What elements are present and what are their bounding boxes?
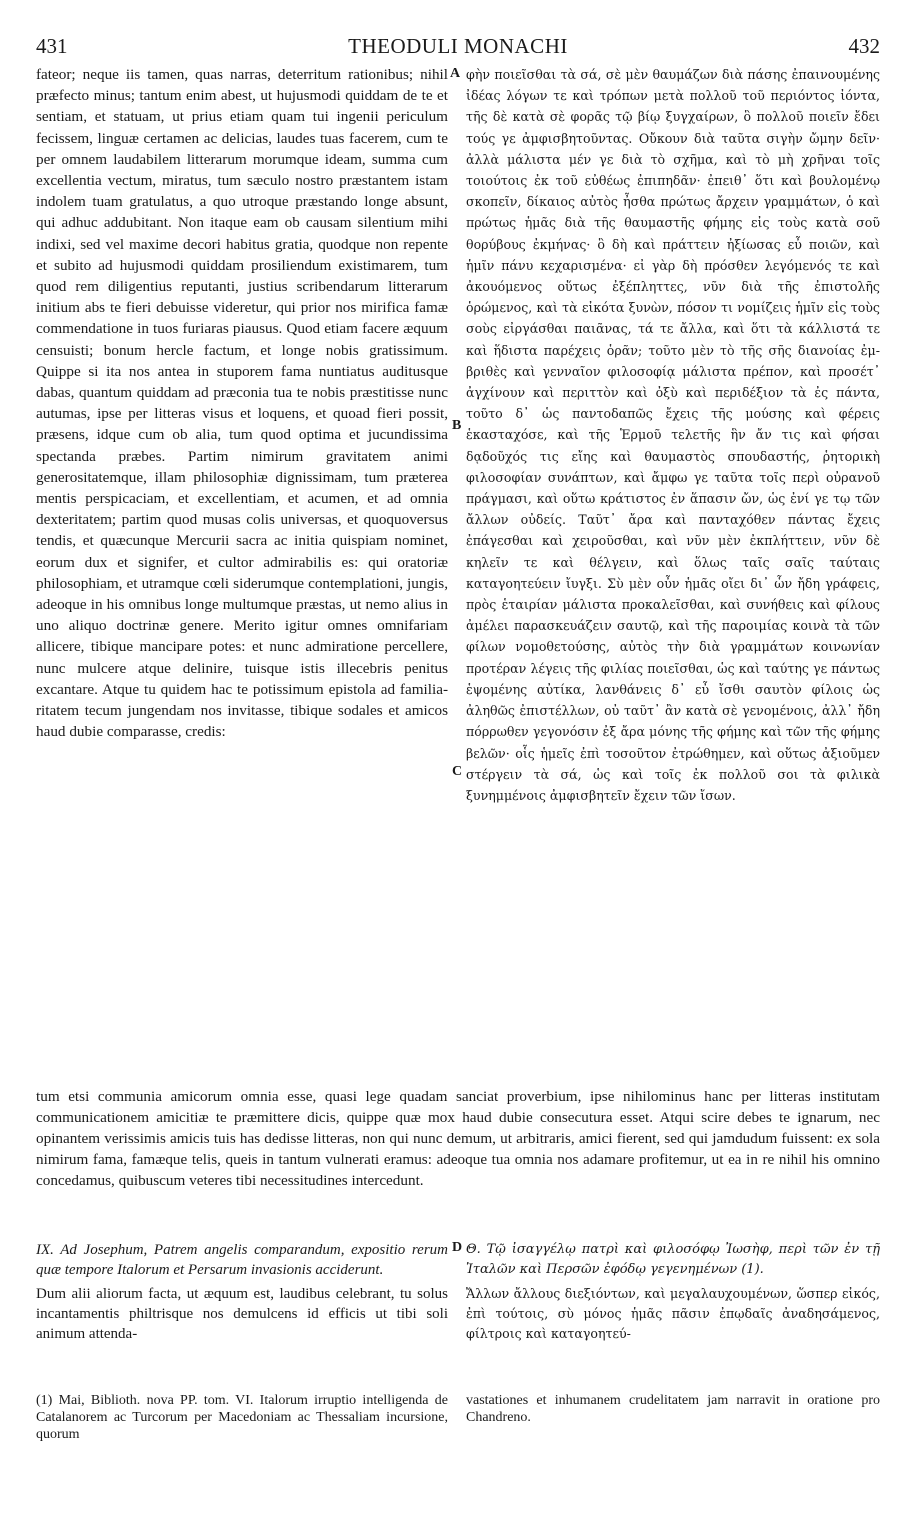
full-width-text: tum etsi communia amicorum omnia esse, quasi lege quadam sanciat proverbium, ipse nihilominus hanc per litteras institutam communicationem amicitiæ te præmittere dicis, quippe quæ mox haud dubie consecutura esset. Atqui scire debes te ignarum, nec opinantem verissimis amicis tuis has dedisse litteras, non qui nunc demum, ut arbitraris, amici fierent, sed qui jamdudum fuissent: ex sola nimirum fama, famæque telis, queis in tantum vulnerati eramus: adeoque tua omnia nos adamare profitemur, ut ea in re nihil his omnino concedamus, quibuscum veteres tibi necessitudines intercedunt. xyxy=(36,1088,880,1189)
margin-marker-b: B xyxy=(452,418,462,433)
margin-marker-a: A xyxy=(450,66,461,81)
section-ix-latin-heading: IX. Ad Josephum, Patrem angelis comparandum, expositio rerum quæ tempore Italorum et Persarum invasionis acciderunt. xyxy=(36,1242,448,1278)
latin-column-text: fateor; neque iis tamen, quas narras, deterritum rationibus; nihil præfecto minus; tantum enim abest, ut hujusmodi quiddam de te et sentiam, et statuam, ut prius etiam quam tui ingenii periculum fecissem, linguæ certamen ac delicias, laudes tuas facerem, cum te per omnem laudabilem litterarum morumque ideam, summa cum excellentia vectum, miratus, tum sæculo nostro præstantem istam indolem tuam gratulatus, a quo utroque præstando longe absunt, qui adhuc addubitant. Non itaque eam ob causam silentium mihi indixi, sed vel maxime decori habitus gratia, quodque non repente et subito ad hujusmodi quiddam prosiliendum existimarem, tum quod rem diligentius reputanti, justius scribendarum litterarum initium abs te fieri debuisse videretur, qui prior nos mirifica famæ commendatione in tuos furiaras piausus. Quod etiam facere æquum censuisti; bonum hercle factum, et longe nobis gratissimum. Quippe si ita nos antea in stuporem fama nuntiatus auditusque dabas, quantum quiddam ad præconia tua te nobis præstitisse nunc autumas, ipse per litteras visus et loquens, et quoad fieri possit, præsens, idque cum ob alia, tum quod optima et jucundissima spectanda præbes. Partim nimirum gravitatem animi generositatemque, illam philosophiæ dignissimam, tum præterea mentis perspicaciam, et excellentiam, et acumen, et ad omnia dexteritatem; partim quod musas colis universas, et quoquoversus tendis, et quæcunque Mercurii sacra ac initia quispiam nominet, eorum dux et signifer, et cultor admirabilis es: qui oratoriæ philosophiam, et utramque cœli siderumque contemplationi, jungis, adeoque in his omnibus longe multumque præstas, ut nemo alius in uno aliquo doctrinæ genere. Merito igitur omnes omnifariam allicere, tibique mancipare potes: et nunc admiratione percellere, nunc mulcere atque delinire, tuisque istis illecebris penitus excantare. Atque tu quidem hac te potissimum epistola ad familiaritatem tecum jungendam nos invitasse, tibique sodales et amicos haud dubie comparasse, credis: xyxy=(36,66,448,741)
greek-column-text: φὴν ποιεῖσθαι τὰ σά, σὲ μὲν θαυμάζων διὰ πάσης ἐπαινουμένης ἰδέας λόγων τε καὶ τρόπων μετὰ πολλοῦ τοῦ περιόντος ἰόντα, τῆς δὲ κατὰ σὲ φορᾶς τῷ βίῳ ξυγχαίρων, ὃ πολλοῦ ποιεῖν ἔδει τούς γε ἀμφισβητοῦντας. Οὔκουν διὰ ταῦτα σιγὴν ὤμην δεῖν· ἀλλὰ μάλιστα μέν γε διὰ τὸ σχῆμα, καὶ τὸ μὴ χρῆναι τοῖς τοιούτοις ἐκ τοῦ εὐθέως ἐπιπηδᾶν· ἐπειθ᾽ ὅτι καὶ βουλομένῳ σκοπεῖν, δίκαιος αὐτὸς ἦσθα πρώτως ἄρχειν γραμμάτων, ὁ καὶ πρώτως ἡμᾶς διὰ τῆς θαυμαστῆς φήμης εἰς τοὺς κατὰ σοῦ θορύβους ἐκμήνας· ὃ δὴ καὶ πράττειν ἠξίωσας εὖ ποιῶν, καὶ ἡμῖν πάνυ κεχαρισμένα· εἰ γὰρ δὴ πρόσθεν λεγόμενός τε καὶ ἀκουόμενος οὕτως ἐξέπληττες, νῦν διὰ τῆς ἐπιστολῆς ὁρώμενος, καὶ τὰ εἰκότα ξυνὼν, πόσον τι νομίζεις ἡμῖν εἰς τοὺς σοὺς εἰργάσθαι παιᾶνας, τά τε ἄλλα, καὶ ὅτι τὰ κάλλιστά τε καὶ ἥδιστα παρέχεις ὁρᾶν; τοῦτο μὲν τὸ τῆς σῆς διανοίας ἐμβριθὲς καὶ γενναῖον φιλοσοφίᾳ μάλιστα πρέπον, καὶ προσέτ᾽ ἀγχίνουν καὶ περιττὸν καὶ ὀξὺ καὶ περιδέξιον τὰ ἐς πάντα, τοῦτο δ᾽ ὡς παντοδαπῶς ἔχεις τῆς μούσης καὶ φέρεις ἑκασταχόσε, καὶ τῆς Ἑρμοῦ τελετῆς ἣν ἄν τις καὶ φήσαι δᾳδοῦχός τις εἴης καὶ θαυμαστὸς σπουδαστής, ῥητορικὴ φιλοσοφίαν συνάπτων, καὶ ἄμφω γε ταῦτα τοῖς περὶ οὐρανοῦ πράγμασι, καὶ οὕτω κράτιστος ἐν ἅπασιν ὤν, ὡς ἐνί γε τῳ τῶν ἄλλων οὐδείς. Ταῦτ᾽ ἄρα καὶ πανταχόθεν πάντας ἔχεις ἐπάγεσθαι καὶ χειροῦσθαι, καὶ νῦν μὲν ἐκπλήττειν, νῦν δὲ κηλεῖν τε καὶ θέλγειν, καὶ ὅλως ταῖς σαῖς ταύταις καταγοητεύειν ἴυγξι. Σὺ μὲν οὖν ἡμᾶς οἴει δι᾽ ὧν ἤδη γράφεις, πρὸς ἑταιρίαν μάλιστα προκαλεῖσθαι, καὶ συνήθεις καὶ φίλους ἀμέλει παρασκευάζειν σαυτῷ, καὶ τῆς παροιμίας κοινὰ τὰ τῶν φίλων νομοθετούσης, αὐτὸς τὴν διὰ γραμμάτων κοινωνίαν προτέραν λέγεις τῆς φιλίας ποιεῖσθαι, ὡς καὶ ταύτης γε πάντως ἑψομένης αὐτίκα, λανθάνεις δ᾽ εὖ ἴσθι σαυτὸν φίλοις ὡς ἀληθῶς ἐπιστέλλων, οὐ ταῦτ᾽ ἂν κατὰ σὲ γενομένοις, ἀλλ᾽ ἤδη πόρρωθεν γεγονόσιν ἐξ ἄρα μόνης τῆς φήμης καὶ τῶν τῆς φήμης βελῶν· οἷς ἡμεῖς ἐπὶ τοσοῦτον ἐτρώθημεν, καὶ οὕτως ἀξιοῦμεν στέργειν τὰ σά, ὡς καὶ τοῖς ἐκ πολλοῦ σοι τὰ φιλικὰ ξυνημμένοις ἀμφισβητεῖν ἔχειν τῶν ἴσων. xyxy=(466,67,880,803)
greek-column xyxy=(466,64,880,806)
page-number-left: 431 xyxy=(36,34,68,58)
running-title: THEODULI MONACHI xyxy=(348,34,568,58)
footnote-left: (1) Mai, Biblioth. nova PP. tom. VI. Italorum irruptio intelligenda de Catalanorem ac Turcorum per Macedoniam ac Thessaliam incursione, quorum xyxy=(36,1393,448,1442)
section-ix-greek-body: Ἄλλων ἄλλους διεξιόντων, καὶ μεγαλαυχουμένων, ὥσπερ εἰκός, ἐπὶ τούτοις, σὺ μόνος ἡμᾶς πᾶσιν ἐπῳδαῖς ἀναδησάμενος, φίλτροις καὶ καταγοητεύ- xyxy=(466,1286,880,1341)
footnote-right: vastationes et inhumanem crudelitatem jam narravit in oratione pro Chandreno. xyxy=(466,1393,880,1425)
section-ix-greek xyxy=(466,1240,880,1344)
page-header xyxy=(36,34,880,60)
latin-column xyxy=(36,64,448,743)
section-ix-latin xyxy=(36,1240,448,1344)
section-ix-greek-heading: Θ. Τῷ ἰσαγγέλῳ πατρὶ καὶ φιλοσόφῳ Ἰωσὴφ, περὶ τῶν ἐν τῇ Ἰταλῶν καὶ Περσῶν ἐφόδῳ γεγενημένων (1). xyxy=(466,1242,880,1277)
section-ix-latin-body: Dum alii aliorum facta, ut æquum est, laudibus celebrant, tu solus incantamentis philtrisque nos demulcens id efficis ut tibi soli animum attenda- xyxy=(36,1286,448,1342)
margin-marker-c: C xyxy=(452,764,463,779)
full-width-paragraph xyxy=(36,1086,880,1191)
margin-marker-d: D xyxy=(452,1240,463,1255)
page-number-right: 432 xyxy=(848,34,880,58)
